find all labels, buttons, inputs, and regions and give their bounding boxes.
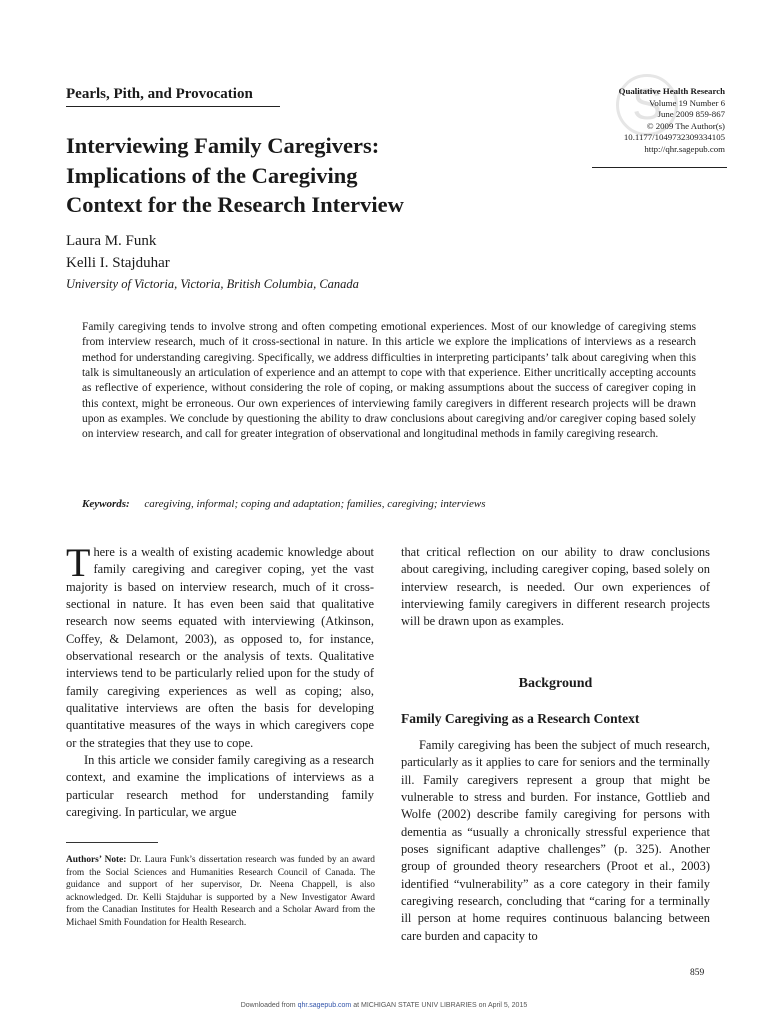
drop-cap: T <box>66 540 91 585</box>
body-column-right <box>401 544 710 631</box>
keywords-label: Keywords: <box>82 498 130 510</box>
section-heading: Background <box>518 676 593 691</box>
body-column-right-continued <box>401 737 710 945</box>
title-line: Implications of the Caregiving <box>66 162 358 188</box>
author-name: Laura M. Funk <box>66 233 157 249</box>
journal-rule <box>592 167 727 168</box>
author-name: Kelli I. Stajduhar <box>66 255 170 271</box>
authors-note-text: Dr. Laura Funk’s dissertation research was funded by an award from the Social Sciences and Humanities Research Council of Canada. The guidance and support of her supervisor, Dr. Neena Chappell, is also acknowledged. Dr. Kelli Stajduhar is supported by a New Investigator Award from the Canadian Institutes for Health Research and a Scholar Award from the Michael Smith Foundation for Health Research. <box>66 855 375 928</box>
body-paragraph: Family caregiving has been the subject of much research, particularly as it applies to care for seniors and the terminally ill. Family caregivers represent a group that might be vulnerable to stress and burden. For instance, Gottlieb and Wolfe (2002) describe family caregiving for persons with dementia as “usually a chronically stressful experience that poses significant adaptive challenges” (p. 325). Another group of grounded theory researchers (Proot et al., 2003) identified “vulnerability” as a core category in their family caregiving research, concluding that “caring for a terminally ill person at home requires continuous balancing between care burden and capacity to <box>401 738 710 943</box>
title-line: Interviewing Family Caregivers: <box>66 133 380 158</box>
page-number: 859 <box>690 968 705 978</box>
publisher-seal-icon: S <box>616 74 678 136</box>
journal-date-pages: June 2009 859-867 <box>657 109 725 119</box>
journal-url[interactable]: http://qhr.sagepub.com <box>644 143 725 154</box>
footer-suffix: at MICHIGAN STATE UNIV LIBRARIES on April 5, 2015 <box>353 1002 528 1009</box>
abstract: Family caregiving tends to involve strong and often competing emotional experiences. Most of our knowledge of caregiving stems from interview research, much of it cross-sectional in nature. In this article we explore the implications of interviews as a research method for understanding caregiving. Specifically, we address difficulties in interpreting participants’ talk about caregiving when this talk is simultaneously an articulation of experience and an attempt to cope with that experience. Either uncritically accepting accounts as reflective of experience, without considering the role of coping, or making assumptions about the success of caregiver coping in this context, might be erroneous. Our own experiences of interviewing family caregivers in different research projects will be drawn upon as examples. We conclude by questioning the ability to draw conclusions about caregiving and/or caregiver coping based solely on interview research, and call for greater integration of observational and longitudinal methods in family caregiving research. <box>82 321 696 441</box>
affiliation: University of Victoria, Victoria, British Columbia, Canada <box>66 277 359 291</box>
authors-note-label: Authors’ Note: <box>66 855 127 865</box>
journal-copyright: © 2009 The Author(s) <box>646 120 725 131</box>
subsection-heading: Family Caregiving as a Research Context <box>401 711 640 726</box>
download-footer <box>0 1002 768 1009</box>
paragraph-text: here is a wealth of existing academic knowledge about family caregiving and caregiver coping, yet the vast majority is based on interview research, much of it cross-sectional in nature. It has even been said that qualitative research now seems equated with interviewing (Atkinson, Coffey, & Delamont, 2003), as opposed to, for instance, observational research or the analysis of texts. Qualitative interviews tend to be particularly relied upon for the study of family caregiving experiences as well as coping; also, qualitative interviews are often the basis for developing quantitative measures of the ways in which caregivers cope or the strategies that they use to cope. <box>66 545 374 750</box>
journal-info <box>600 86 725 155</box>
journal-volume: Volume 19 Number 6 <box>649 97 725 108</box>
section-label: Pearls, Pith, and Provocation <box>66 86 253 102</box>
keywords-value: caregiving, informal; coping and adaptation; families, caregiving; interviews <box>144 498 486 510</box>
body-column-left <box>66 540 374 822</box>
footer-link[interactable]: qhr.sagepub.com <box>297 1002 352 1009</box>
journal-doi[interactable]: 10.1177/1049732309334105 <box>623 132 725 142</box>
section-rule <box>66 106 280 107</box>
body-paragraph: that critical reflection on our ability to draw conclusions about caregiving, including caregiver coping, based solely on interview research, is needed. Our own experiences of interviewing family caregivers in different research projects will be drawn upon as examples. <box>401 545 710 629</box>
body-paragraph: In this article we consider family caregiving as a research context, and examine the implications of interviews as a particular research method for understanding family caregiving. In particular, we argue <box>66 753 374 820</box>
footnote-rule <box>66 842 158 843</box>
title-line: Context for the Research Interview <box>66 192 404 217</box>
journal-name: Qualitative Health Research <box>618 86 725 96</box>
authors-note <box>66 854 375 930</box>
keywords <box>82 498 485 510</box>
body-paragraph <box>66 540 374 752</box>
article-title <box>66 131 526 220</box>
footer-prefix: Downloaded from <box>240 1002 296 1009</box>
